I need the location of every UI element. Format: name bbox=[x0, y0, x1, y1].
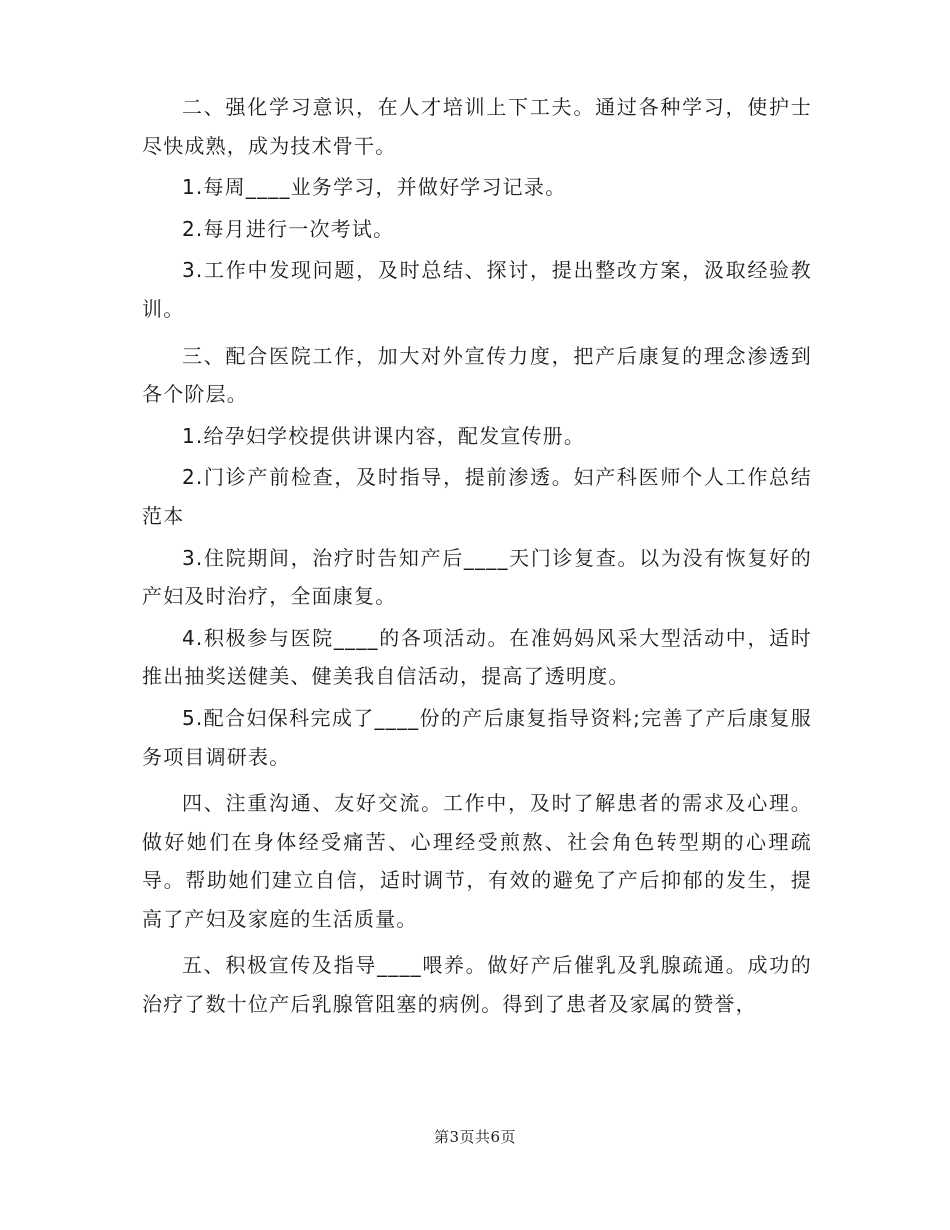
paragraph-item-3-5: 5.配合妇保科完成了____份的产后康复指导资料;完善了产后康复服务项目调研表。 bbox=[142, 705, 812, 769]
paragraph-section-5: 五、积极宣传及指导____喂养。做好产后催乳及乳腺疏通。成功的治疗了数十位产后乳腺管阻塞的病例。得到了患者及家属的赞誉， bbox=[142, 953, 812, 1017]
paragraph-section-3: 三、配合医院工作，加大对外宣传力度，把产后康复的理念渗透到各个阶层。 bbox=[142, 343, 812, 407]
paragraph-item-3-3: 3.住院期间，治疗时告知产后____天门诊复查。以为没有恢复好的产妇及时治疗，全面康复。 bbox=[142, 545, 812, 609]
paragraph-item-2-3: 3.工作中发现问题，及时总结、探讨，提出整改方案，汲取经验教训。 bbox=[142, 258, 812, 321]
paragraph-section-2: 二、强化学习意识，在人才培训上下工夫。通过各种学习，使护士尽快成熟，成为技术骨干。 bbox=[142, 95, 812, 158]
paragraph-item-2-1: 1.每周____业务学习，并做好学习记录。 bbox=[182, 175, 567, 200]
document-body bbox=[142, 88, 812, 1024]
paragraph-item-3-1: 1.给孕妇学校提供讲课内容，配发宣传册。 bbox=[182, 423, 586, 448]
paragraph-section-4: 四、注重沟通、友好交流。工作中，及时了解患者的需求及心理。做好她们在身体经受痛苦、心理经受煎熬、社会角色转型期的心理疏导。帮助她们建立自信，适时调节，有效的避免了产后抑郁的发生，提高了产妇及家庭的生活质量。 bbox=[142, 791, 812, 931]
paragraph-item-3-4: 4.积极参与医院____的各项活动。在准妈妈风采大型活动中，适时推出抽奖送健美、健美我自信活动，提高了透明度。 bbox=[142, 625, 812, 689]
page-footer: 第3页共6页 bbox=[433, 1128, 517, 1146]
paragraph-item-3-2: 2.门诊产前检查，及时指导，提前渗透。妇产科医师个人工作总结范本 bbox=[142, 465, 812, 528]
paragraph-item-2-2: 2.每月进行一次考试。 bbox=[182, 216, 395, 241]
